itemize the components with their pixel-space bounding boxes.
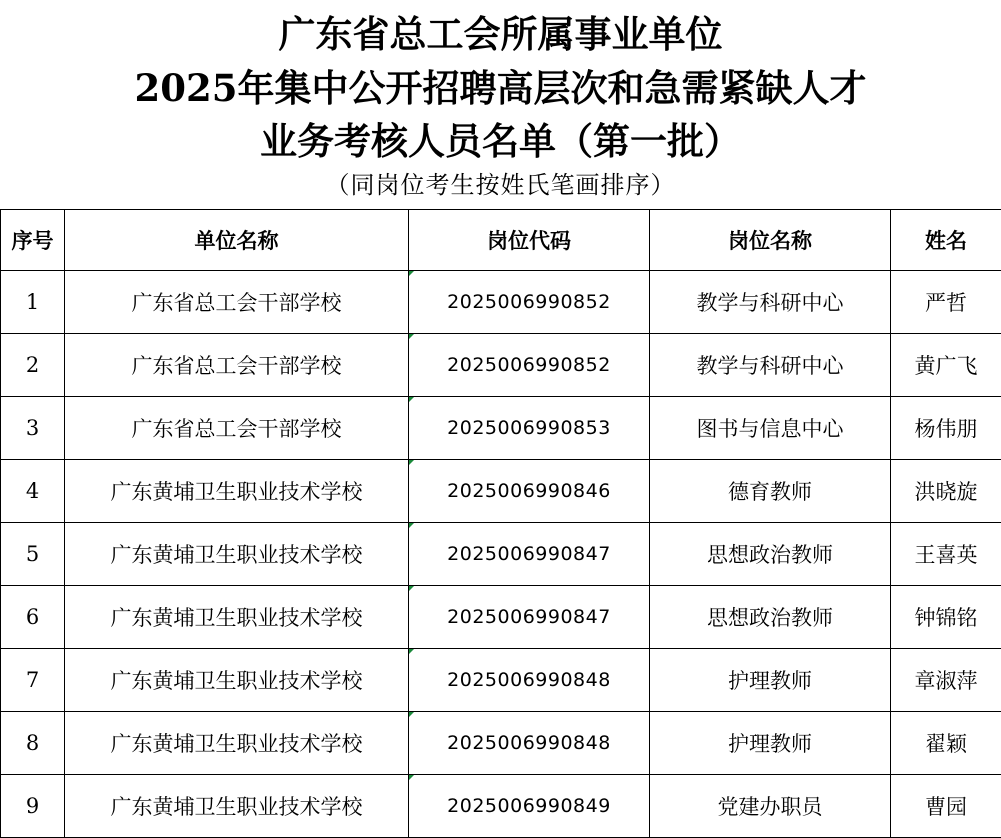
cell-index: 2 [1, 334, 65, 397]
cell-position-name: 教学与科研中心 [650, 271, 891, 334]
cell-position-name: 图书与信息中心 [650, 397, 891, 460]
cell-position-code: 2025006990852 [409, 334, 650, 397]
cell-index: 5 [1, 523, 65, 586]
cell-position-name: 思想政治教师 [650, 586, 891, 649]
cell-candidate-name: 王喜英 [891, 523, 1001, 586]
cell-position-code: 2025006990852 [409, 271, 650, 334]
cell-position-name: 德育教师 [650, 460, 891, 523]
cell-position-code: 2025006990853 [409, 397, 650, 460]
cell-candidate-name: 黄广飞 [891, 334, 1001, 397]
cell-position-code: 2025006990848 [409, 649, 650, 712]
cell-unit-name: 广东省总工会干部学校 [65, 334, 409, 397]
cell-index: 4 [1, 460, 65, 523]
cell-position-code: 2025006990847 [409, 586, 650, 649]
cell-position-name: 党建办职员 [650, 775, 891, 838]
cell-unit-name: 广东黄埔卫生职业技术学校 [65, 460, 409, 523]
cell-candidate-name: 章淑萍 [891, 649, 1001, 712]
cell-index: 1 [1, 271, 65, 334]
table-row [1, 649, 1001, 712]
cell-position-name: 思想政治教师 [650, 523, 891, 586]
header-position-name: 岗位名称 [650, 210, 891, 271]
cell-position-name: 教学与科研中心 [650, 334, 891, 397]
table-row [1, 397, 1001, 460]
cell-position-name: 护理教师 [650, 649, 891, 712]
cell-unit-name: 广东黄埔卫生职业技术学校 [65, 523, 409, 586]
table-row [1, 523, 1001, 586]
cell-position-name: 护理教师 [650, 712, 891, 775]
cell-index: 8 [1, 712, 65, 775]
cell-index: 9 [1, 775, 65, 838]
table-row [1, 271, 1001, 334]
cell-candidate-name: 杨伟朋 [891, 397, 1001, 460]
cell-unit-name: 广东省总工会干部学校 [65, 271, 409, 334]
cell-index: 3 [1, 397, 65, 460]
cell-candidate-name: 曹园 [891, 775, 1001, 838]
title-line-1: 广东省总工会所属事业单位 [278, 12, 723, 56]
table-row [1, 586, 1001, 649]
cell-unit-name: 广东黄埔卫生职业技术学校 [65, 712, 409, 775]
table-row [1, 775, 1001, 838]
cell-unit-name: 广东黄埔卫生职业技术学校 [65, 775, 409, 838]
cell-unit-name: 广东黄埔卫生职业技术学校 [65, 586, 409, 649]
cell-candidate-name: 翟颖 [891, 712, 1001, 775]
cell-position-code: 2025006990846 [409, 460, 650, 523]
header-position-code: 岗位代码 [409, 210, 650, 271]
header-candidate-name: 姓名 [891, 210, 1001, 271]
cell-position-code: 2025006990848 [409, 712, 650, 775]
subtitle-sort-note: （同岗位考生按姓氏笔画排序） [325, 171, 676, 199]
cell-position-code: 2025006990849 [409, 775, 650, 838]
header-index: 序号 [1, 210, 65, 271]
cell-candidate-name: 严哲 [891, 271, 1001, 334]
title-line-2: 2025年集中公开招聘高层次和急需紧缺人才 [134, 66, 867, 110]
cell-index: 7 [1, 649, 65, 712]
document-header [0, 0, 1001, 208]
cell-position-code: 2025006990847 [409, 523, 650, 586]
cell-candidate-name: 钟锦铭 [891, 586, 1001, 649]
table-header-row [1, 210, 1001, 271]
table-row [1, 334, 1001, 397]
cell-index: 6 [1, 586, 65, 649]
cell-candidate-name: 洪晓旋 [891, 460, 1001, 523]
cell-unit-name: 广东省总工会干部学校 [65, 397, 409, 460]
candidate-list-table [0, 209, 1001, 838]
cell-unit-name: 广东黄埔卫生职业技术学校 [65, 649, 409, 712]
table-row [1, 460, 1001, 523]
title-line-3: 业务考核人员名单（第一批） [260, 119, 741, 163]
table-row [1, 712, 1001, 775]
header-unit-name: 单位名称 [65, 210, 409, 271]
